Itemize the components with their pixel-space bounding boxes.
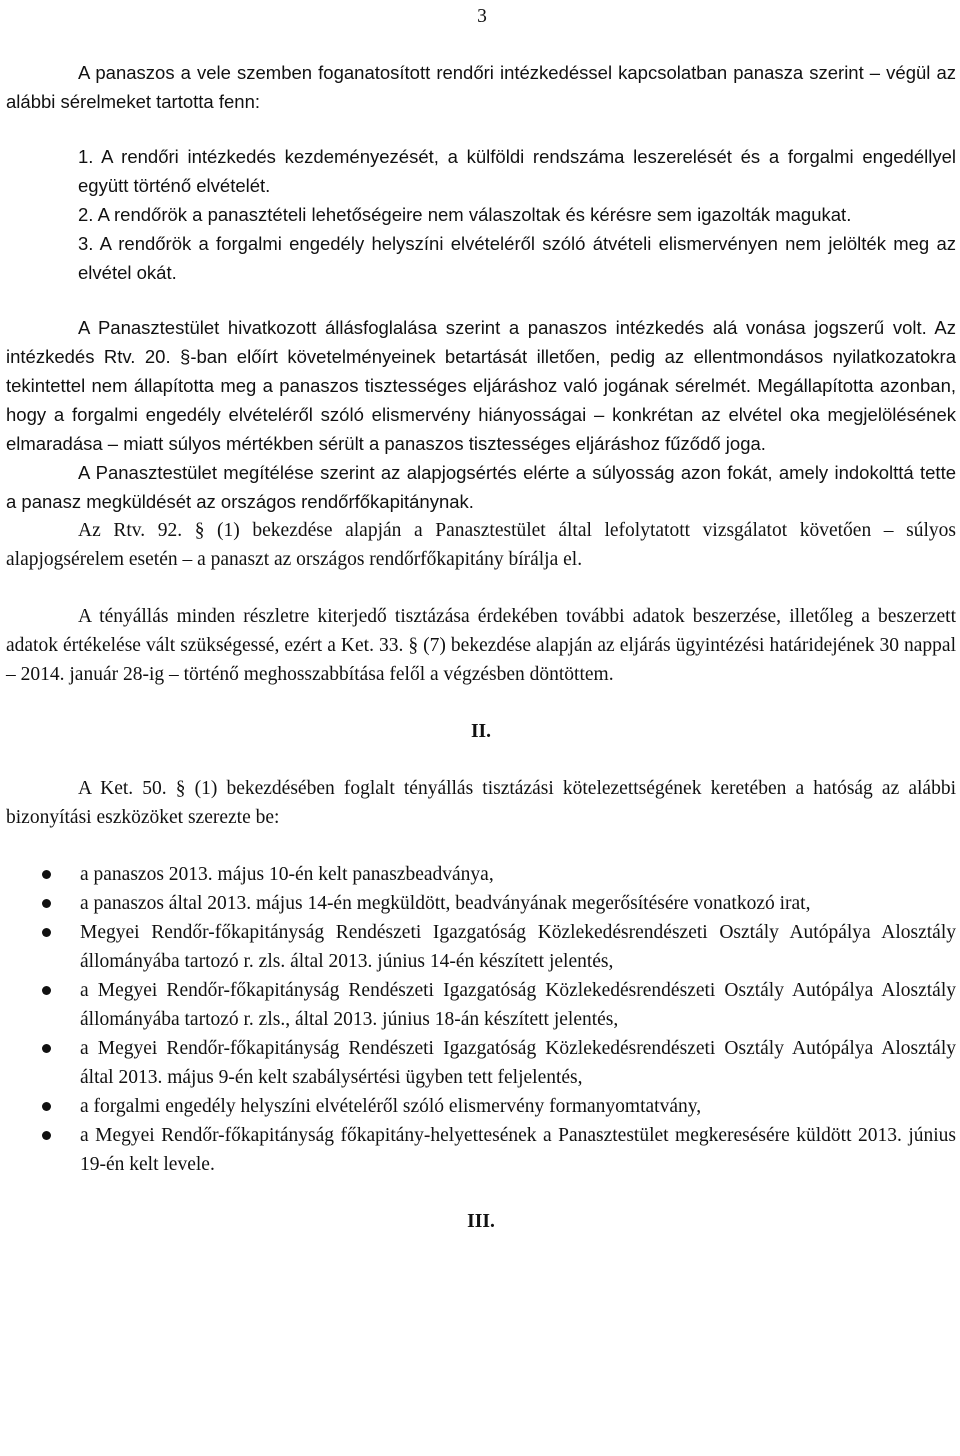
grievance-number: 3. (78, 233, 94, 254)
grievance-number: 1. (78, 146, 94, 167)
panel-opinion-paragraph: Az Rtv. 92. § (1) bekezdése alapján a Panasztestület által lefolytatott vizsgálatot követően – súlyos alapjogsérelem esetén – a panaszt az országos rendőrfőkapitány bírálja el. (6, 520, 956, 570)
evidence-text: a Megyei Rendőr-főkapitányság főkapitány-helyettesének a Panasztestület megkeresésére küldött 2013. június 19-én kelt levele. (80, 1125, 956, 1175)
section-heading-iii: III. (467, 1211, 495, 1232)
evidence-text: Megyei Rendőr-főkapitányság Rendészeti Igazgatóság Közlekedésrendészeti Osztály Autópálya Alosztály állományába tartozó r. zls. által 2013. június 14-én készített jelentés, (80, 922, 956, 972)
evidence-item (6, 1121, 956, 1179)
bullet-icon (42, 1044, 51, 1053)
evidence-text: a panaszos 2013. május 10-én kelt panaszbeadványa, (80, 864, 494, 885)
bullet-icon (42, 870, 51, 879)
section-heading-ii: II. (470, 721, 492, 742)
evidence-item (6, 976, 956, 1034)
grievance-item (6, 200, 956, 229)
panel-opinion-paragraph: A Panasztestület megítélése szerint az alapjogsértés elérte a súlyosság azon fokát, amely indokolttá tette a panasz megküldését az országos rendőrfőkapitánynak. (6, 462, 956, 512)
bullet-icon (42, 1131, 51, 1140)
evidence-item (6, 889, 956, 918)
evidence-text: a Megyei Rendőr-főkapitányság Rendészeti Igazgatóság Közlekedésrendészeti Osztály Autópálya Alosztály állományába tartozó r. zls., által 2013. június 18-án készített jelentés, (80, 980, 956, 1030)
intro-paragraph: A panaszos a vele szemben foganatosított rendőri intézkedéssel kapcsolatban panasza szerint – végül az alábbi sérelmeket tartotta fenn: (6, 62, 956, 112)
grievance-item (6, 142, 956, 200)
evidence-intro-paragraph: A Ket. 50. § (1) bekezdésében foglalt tényállás tisztázási kötelezettségének keretében a hatóság az alábbi bizonyítási eszközöket szerezte be: (6, 778, 956, 828)
panel-opinion-paragraph: A Panasztestület hivatkozott állásfoglalása szerint a panaszos intézkedés alá vonása jogszerű volt. Az intézkedés Rtv. 20. §-ban előírt követelményeinek betartását illetően, pedig az ellentmondásos nyilatkozatokra tekintettel nem állapította meg a panaszos tisztességes eljáráshoz való jogának sérelmét. Megállapította azonban, hogy a forgalmi engedély elvételéről szóló elismervény hiányosságai – konkrétan az elvétel oka megjelölésének elmaradása – miatt súlyos mértékben sérült a panaszos tisztességes eljáráshoz fűződő joga. (6, 317, 956, 454)
deadline-extension-paragraph: A tényállás minden részletre kiterjedő tisztázása érdekében további adatok beszerzése, illetőleg a beszerzett adatok értékelése vált szükségessé, ezért a Ket. 33. § (7) bekezdése alapján az eljárás ügyintézési határidejének 30 nappal – 2014. január 28-ig – történő meghosszabbítása felől a végzésben döntöttem. (6, 606, 956, 685)
grievance-list (6, 142, 956, 287)
grievance-item (6, 229, 956, 287)
evidence-item (6, 918, 956, 976)
evidence-list (6, 860, 956, 1179)
grievance-number: 2. (78, 204, 94, 225)
page-number: 3 (477, 6, 487, 27)
bullet-icon (42, 986, 51, 995)
evidence-text: a forgalmi engedély helyszíni elvételéről szóló elismervény formanyomtatvány, (80, 1096, 702, 1117)
bullet-icon (42, 1102, 51, 1111)
document-body (6, 58, 956, 1236)
evidence-item (6, 1034, 956, 1092)
evidence-text: a panaszos által 2013. május 14-én megküldött, beadványának megerősítésére vonatkozó irat, (80, 893, 811, 914)
evidence-item (6, 860, 956, 889)
grievance-text: A rendőri intézkedés kezdeményezését, a külföldi rendszáma leszerelését és a forgalmi engedéllyel együtt történő elvételét. (78, 146, 956, 196)
bullet-icon (42, 928, 51, 937)
evidence-item (6, 1092, 956, 1121)
grievance-text: A rendőrök a panasztételi lehetőségeire nem válaszoltak és kérésre sem igazolták magukat. (97, 204, 852, 225)
grievance-text: A rendőrök a forgalmi engedély helyszíni elvételéről szóló átvételi elismervényen nem jelölték meg az elvétel okát. (78, 233, 956, 283)
evidence-text: a Megyei Rendőr-főkapitányság Rendészeti Igazgatóság Közlekedésrendészeti Osztály Autópálya Alosztály által 2013. május 9-én kelt szabálysértési ügyben tett feljelentés, (80, 1038, 956, 1088)
bullet-icon (42, 899, 51, 908)
